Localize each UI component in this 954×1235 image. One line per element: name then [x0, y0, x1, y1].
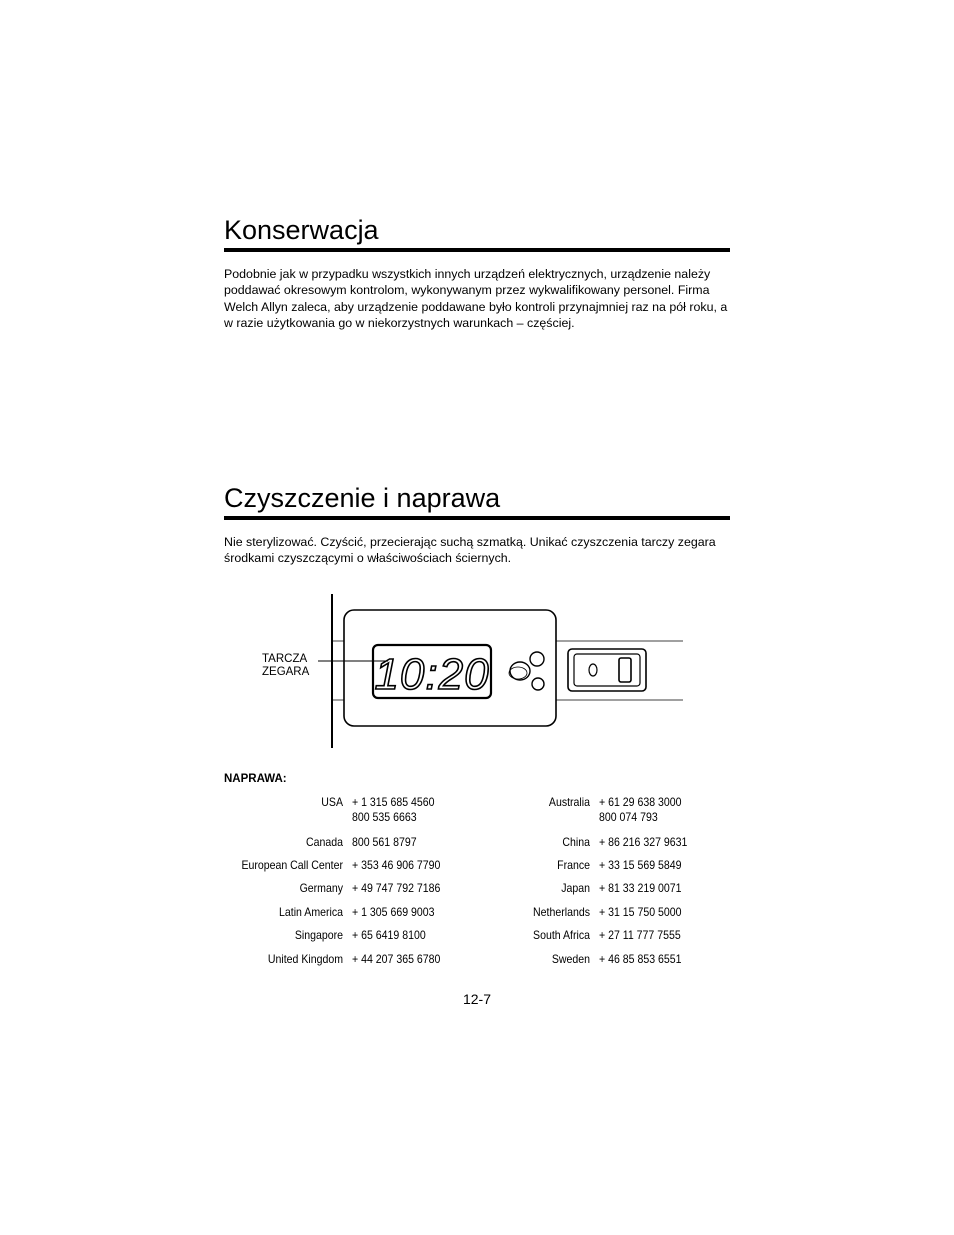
contact-numbers: [352, 928, 426, 943]
contact-numbers: [599, 905, 682, 920]
contact-numbers: [352, 858, 440, 873]
knob-top-icon: [530, 652, 544, 666]
contact-numbers: [352, 905, 435, 920]
contact-phone-number: 800 535 6663: [352, 809, 417, 824]
contact-phone-number: + 81 33 219 0071: [599, 881, 682, 895]
contact-numbers: [599, 835, 687, 850]
contact-phone-number: + 65 6419 8100: [352, 928, 426, 942]
contact-numbers: [599, 858, 682, 873]
contact-country: USA: [321, 795, 343, 809]
section-title-konserwacja: Konserwacja: [224, 214, 730, 252]
contact-phone-number: + 1 305 669 9003: [352, 905, 435, 919]
contact-country: Netherlands: [533, 905, 590, 919]
contact-country: France: [557, 858, 590, 872]
section-title-czyszczenie: Czyszczenie i naprawa: [224, 482, 730, 520]
contact-phone-number: + 86 216 327 9631: [599, 835, 688, 849]
contact-numbers: [599, 795, 682, 824]
contact-country: Latin America: [279, 905, 343, 919]
contact-phone-number: + 46 85 853 6551: [599, 952, 682, 966]
contact-numbers: [599, 928, 681, 943]
clock-time-readout: 10:20: [374, 650, 490, 699]
contact-country: Germany: [299, 881, 343, 895]
section-body-czyszczenie: Nie sterylizować. Czyścić, przecierając suchą szmatką. Unikać czyszczenia tarczy zegara środkami czyszczącymi o właściwościach ściernych.: [224, 535, 716, 566]
contact-country: Sweden: [551, 952, 590, 966]
contact-country: China: [562, 835, 590, 849]
contact-country: Australia: [548, 795, 590, 809]
knob-large-icon: [510, 662, 530, 680]
contact-country: United Kingdom: [267, 952, 343, 966]
repairs-heading: NAPRAWA:: [224, 773, 287, 785]
contact-phone-number: 800 074 793: [599, 809, 658, 824]
contact-country: South Africa: [533, 928, 590, 942]
contact-numbers: [352, 835, 417, 850]
contact-phone-number: + 353 46 906 7790: [352, 858, 441, 872]
switch-toggle-icon: [619, 658, 631, 682]
contact-phone-number: 800 561 8797: [352, 835, 417, 849]
contact-numbers: [599, 952, 682, 967]
contact-numbers: [352, 795, 435, 824]
contact-phone-number: + 49 747 792 7186: [352, 881, 441, 895]
contact-phone-number: + 33 15 569 5849: [599, 858, 682, 872]
knob-bottom-icon: [532, 678, 544, 690]
clock-face-label: [262, 653, 309, 679]
contact-country: Japan: [561, 881, 590, 895]
contact-phone-number: + 44 207 365 6780: [352, 952, 441, 966]
contact-numbers: [352, 881, 440, 896]
contact-numbers: [352, 952, 440, 967]
contact-phone-number: + 1 315 685 4560: [352, 795, 435, 809]
contact-phone-number: + 61 29 638 3000: [599, 795, 682, 809]
contact-phone-number: + 27 11 777 7555: [599, 928, 681, 942]
contact-country: Singapore: [294, 928, 343, 942]
contact-country: Canada: [305, 835, 343, 849]
contact-country: European Call Center: [241, 858, 343, 872]
contact-phone-number: + 31 15 750 5000: [599, 905, 682, 919]
contact-numbers: [599, 881, 682, 896]
section-body-konserwacja: Podobnie jak w przypadku wszystkich innych urządzeń elektrycznych, urządzenie należy poddawać okresowym kontrolom, wykonywanym przez wykwalifikowany personel. Firma Welch Allyn zaleca, aby urządzenie poddawane było kontroli przynajmniej raz na pół roku, a w razie użytkowania go w niekorzystnych warunkach – częściej.: [224, 267, 728, 330]
clock-face-label-line2: ZEGARA: [262, 666, 310, 678]
switch-indicator-icon: [589, 664, 597, 676]
page-number: 12-7: [462, 991, 492, 1007]
clock-face-label-line1: TARCZA: [262, 653, 308, 665]
